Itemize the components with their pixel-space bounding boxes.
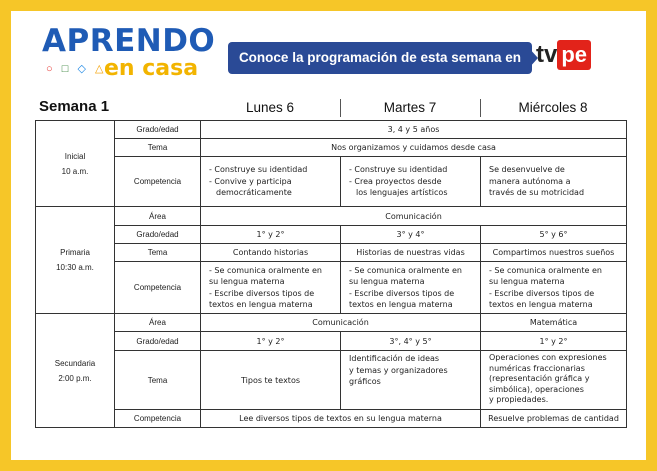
table-cell: 3°, 4° y 5° <box>341 332 481 351</box>
week-label: Semana 1 <box>39 98 110 115</box>
row-label: Grado/edad <box>115 121 201 139</box>
row-label: Grado/edad <box>115 226 201 244</box>
cell-line: (representación gráfica y <box>489 374 590 383</box>
level-name: Primaria <box>60 248 90 257</box>
table-cell <box>481 262 627 314</box>
table-cell: 1° y 2° <box>201 332 341 351</box>
cell-line: democráticamente <box>216 188 292 198</box>
table-cell <box>341 157 481 207</box>
table-cell: Resuelve problemas de cantidad <box>481 410 627 428</box>
level-secundaria <box>36 314 115 428</box>
table-cell: Matemática <box>481 314 627 332</box>
cell-line: través de su motricidad <box>489 188 585 198</box>
table-cell <box>201 157 341 207</box>
cell-line: Se desenvuelve de <box>489 165 565 175</box>
cell-line: Tipos te textos <box>241 375 300 385</box>
table-cell <box>341 351 481 410</box>
table-cell: 1° y 2° <box>481 332 627 351</box>
cell-line: Operaciones con expresiones <box>489 353 607 362</box>
table-row <box>36 351 627 410</box>
row-label: Tema <box>115 244 201 262</box>
cell-line: - Crea proyectos desde <box>349 176 442 186</box>
cell-line: - Construye su identidad <box>349 165 448 175</box>
program-banner: Conoce la programación de esta semana en <box>228 42 532 74</box>
cell-line: - Se comunica oralmente en <box>349 265 462 275</box>
table-cell: Comunicación <box>201 314 481 332</box>
cell-line: - Escribe diversos tipos de <box>489 288 595 298</box>
level-inicial <box>36 121 115 207</box>
cell-line: manera autónoma a <box>489 176 571 186</box>
day-header-wednesday: Miércoles 8 <box>518 100 588 115</box>
table-cell: Compartimos nuestros sueños <box>481 244 627 262</box>
table-cell: Historias de nuestras vidas <box>341 244 481 262</box>
row-label: Competencia <box>115 262 201 314</box>
level-name: Secundaria <box>54 358 96 368</box>
table-row <box>36 121 627 139</box>
logo-triangle-icon: △ <box>94 63 107 75</box>
row-label: Tema <box>115 139 201 157</box>
table-row <box>36 314 627 332</box>
row-label: Área <box>115 314 201 332</box>
table-cell <box>481 351 627 410</box>
table-cell: Nos organizamos y cuidamos desde casa <box>201 139 627 157</box>
tvpe-logo <box>536 39 591 71</box>
cell-line: - Se comunica oralmente en <box>209 265 322 275</box>
table-row <box>36 244 627 262</box>
cell-line: y propiedades. <box>489 395 549 404</box>
cell-line: su lengua materna <box>349 277 425 286</box>
level-name: Inicial <box>64 151 86 161</box>
cell-line: textos en lengua materna <box>489 300 593 309</box>
day-header-monday: Lunes 6 <box>245 100 295 115</box>
table-cell: 3, 4 y 5 años <box>201 121 627 139</box>
table-row <box>36 262 627 314</box>
logo-diamond-icon: ◇ <box>77 63 89 75</box>
table-cell: Lee diversos tipos de textos en su lengua materna <box>201 410 481 428</box>
table-row <box>36 157 627 207</box>
table-cell: Contando historias <box>201 244 341 262</box>
tvpe-logo-pe: pe <box>557 40 591 70</box>
table-row <box>36 139 627 157</box>
table-cell <box>201 262 341 314</box>
row-label: Competencia <box>115 157 201 207</box>
row-label: Área <box>115 207 201 226</box>
aprendo-en-casa-logo <box>42 23 216 94</box>
table-row <box>36 410 627 428</box>
cell-line: simbólica), operaciones <box>489 384 584 394</box>
cell-line: gráficos <box>349 377 381 386</box>
row-label: Competencia <box>115 410 201 428</box>
logo-title: APRENDO <box>42 23 216 59</box>
cell-line: Identificación de ideas <box>349 354 440 363</box>
row-label: Grado/edad <box>115 332 201 351</box>
logo-square-icon: □ <box>61 63 72 75</box>
level-primaria <box>36 207 115 314</box>
table-row <box>36 332 627 351</box>
cell-line: - Escribe diversos tipos de <box>209 288 315 298</box>
cell-line: textos en lengua materna <box>349 300 453 309</box>
table-row <box>36 226 627 244</box>
day-header-tuesday: Martes 7 <box>383 100 437 115</box>
logo-shapes <box>46 63 106 75</box>
level-time: 2:00 p.m. <box>58 373 92 383</box>
logo-circle-icon: ○ <box>46 63 56 75</box>
cell-line: y temas y organizadores <box>349 365 448 375</box>
tvpe-logo-tv: tv <box>536 41 558 68</box>
table-cell: Comunicación <box>201 207 627 226</box>
table-cell <box>481 157 627 207</box>
table-row <box>36 207 627 226</box>
table-cell <box>341 262 481 314</box>
row-label: Tema <box>115 351 201 410</box>
cell-line: numéricas fraccionarias <box>489 363 585 373</box>
schedule-table <box>35 120 627 428</box>
level-time: 10 a.m. <box>61 166 89 176</box>
cell-line: - Se comunica oralmente en <box>489 265 602 275</box>
table-cell: 5° y 6° <box>481 226 627 244</box>
cell-line: su lengua materna <box>209 277 285 286</box>
level-time: 10:30 a.m. <box>56 263 94 272</box>
cell-line: textos en lengua materna <box>209 300 313 309</box>
table-cell: 3° y 4° <box>341 226 481 244</box>
table-cell <box>201 351 341 410</box>
cell-line: - Convive y participa <box>209 176 292 186</box>
cell-line: su lengua materna <box>489 277 565 286</box>
cell-line: - Escribe diversos tipos de <box>349 288 455 298</box>
cell-line: los lenguajes artísticos <box>356 188 448 198</box>
table-cell: 1° y 2° <box>201 226 341 244</box>
logo-subtitle: en casa <box>104 56 199 81</box>
cell-line: - Construye su identidad <box>209 165 308 175</box>
